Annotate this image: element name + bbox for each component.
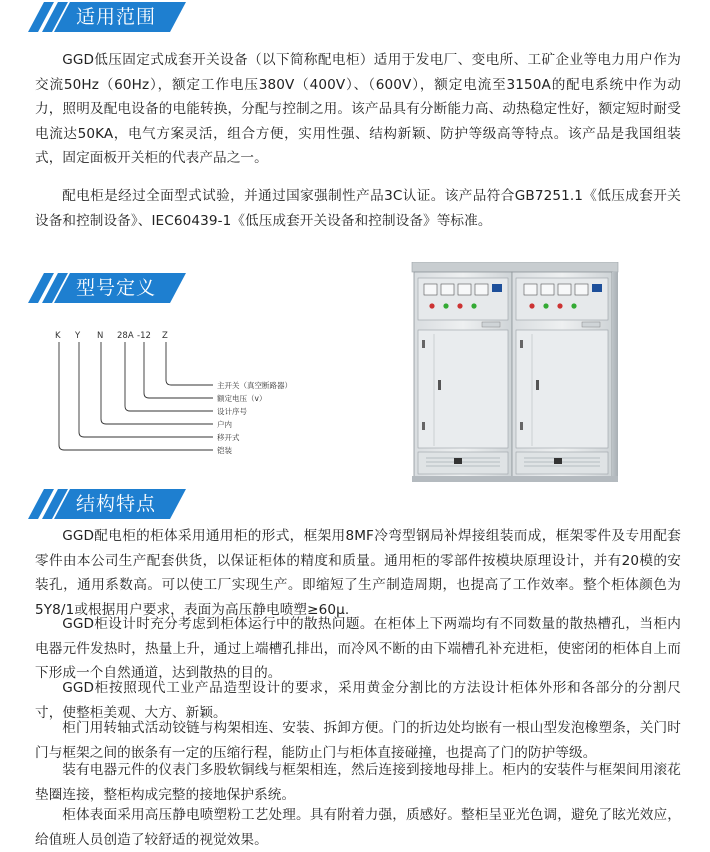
structure-paragraph-3: GGD柜按照现代工业产品造型设计的要求，采用黄金分割比的方法设计柜体外形和各部分的分割尺寸，使整柜美观、大方、新颖。 [35,680,681,721]
label-design-number: 设计序号 [217,407,247,416]
section-banner-structure [0,489,200,519]
switchgear-cabinet-image [408,262,622,484]
structure-paragraph-1: GGD配电柜的柜体采用通用柜的形式，框架用8MF冷弯型钢局补焊接组装而成，框架零件及专用配套零件由本公司生产配套供货，以保证柜体的精度和质量。通用柜的零部件按模块原理设计，并有20模的安装孔，通用系数高。可以使工厂实现生产。即缩短了生产制造周期，也提高了工作效率。整个柜体颜色为5Y8/1或根据用户要求，表面为高压静电喷塑≥60μ. [35,528,681,618]
label-armored: 铠装 [217,446,232,455]
code-z: Z [162,331,168,341]
label-rated-voltage: 额定电压（v） [217,394,267,403]
section-title-model: 型号定义 [76,277,157,299]
section-banner-model [0,273,200,303]
code-12: -12 [137,331,151,341]
code-n: N [97,331,104,341]
code-28a: 28A [117,331,134,341]
code-k: K [55,331,61,341]
structure-paragraph-4: 柜门用转轴式活动铰链与构架相连、安装、拆卸方便。门的折边处均嵌有一根山型发泡橡塑条，关门时门与框架之间的嵌条有一定的压缩行程，能防止门与柜体直接碰撞，也提高了门的防护等级。 [35,720,681,761]
label-indoor: 户内 [217,420,232,429]
scope-paragraph-2: 配电柜是经过全面型式试验，并通过国家强制性产品3C认证。该产品符合GB7251.1《低压成套开关设备和控制设备》、IEC60439-1《低压成套开关设备和控制设备》等标准。 [35,188,681,229]
model-code-diagram [55,330,315,460]
section-title-structure: 结构特点 [76,493,157,515]
structure-paragraph-6: 柜体表面采用高压静电喷塑粉工艺处理。具有附着力强，质感好。整柜呈亚光色调，避免了眩光效应，给值班人员创造了较舒适的视觉效果。 [35,807,681,848]
scope-paragraph-1: GGD低压固定式成套开关设备（以下简称配电柜）适用于发电厂、变电所、工矿企业等电力用户作为交流50Hz（60Hz），额定工作电压380V（400V）、（600V），额定电流至3150A的配电系统中作为动力，照明及配电设备的电能转换，分配与控制之用。该产品具有分断能力高、动热稳定性好，额定短时耐受电流达50KA，电气方案灵活，组合方便，实用性强、结构新颖、防护等级高等特点。该产品是我国组装式，固定面板开关柜的代表产品之一。 [35,52,681,166]
label-main-switch: 主开关（真空断路器） [217,381,292,390]
label-withdrawable: 移开式 [217,433,240,442]
section-banner-scope [0,2,200,32]
structure-paragraph-2: GGD柜设计时充分考虑到柜体运行中的散热问题。在柜体上下两端均有不同数量的散热槽孔，当柜内电器元件发热时，热量上升，通过上端槽孔排出，而冷风不断的由下端槽孔补充进柜，使密闭的柜体自上而下形成一个自然通道，达到散热的目的。 [35,616,681,681]
structure-paragraph-5: 装有电器元件的仪表门多股软铜线与框架相连，然后连接到接地母排上。柜内的安装件与框架间用滚花垫圈连接，整柜构成完整的接地保护系统。 [35,762,681,803]
section-title-scope: 适用范围 [76,6,157,28]
code-y: Y [75,331,81,341]
